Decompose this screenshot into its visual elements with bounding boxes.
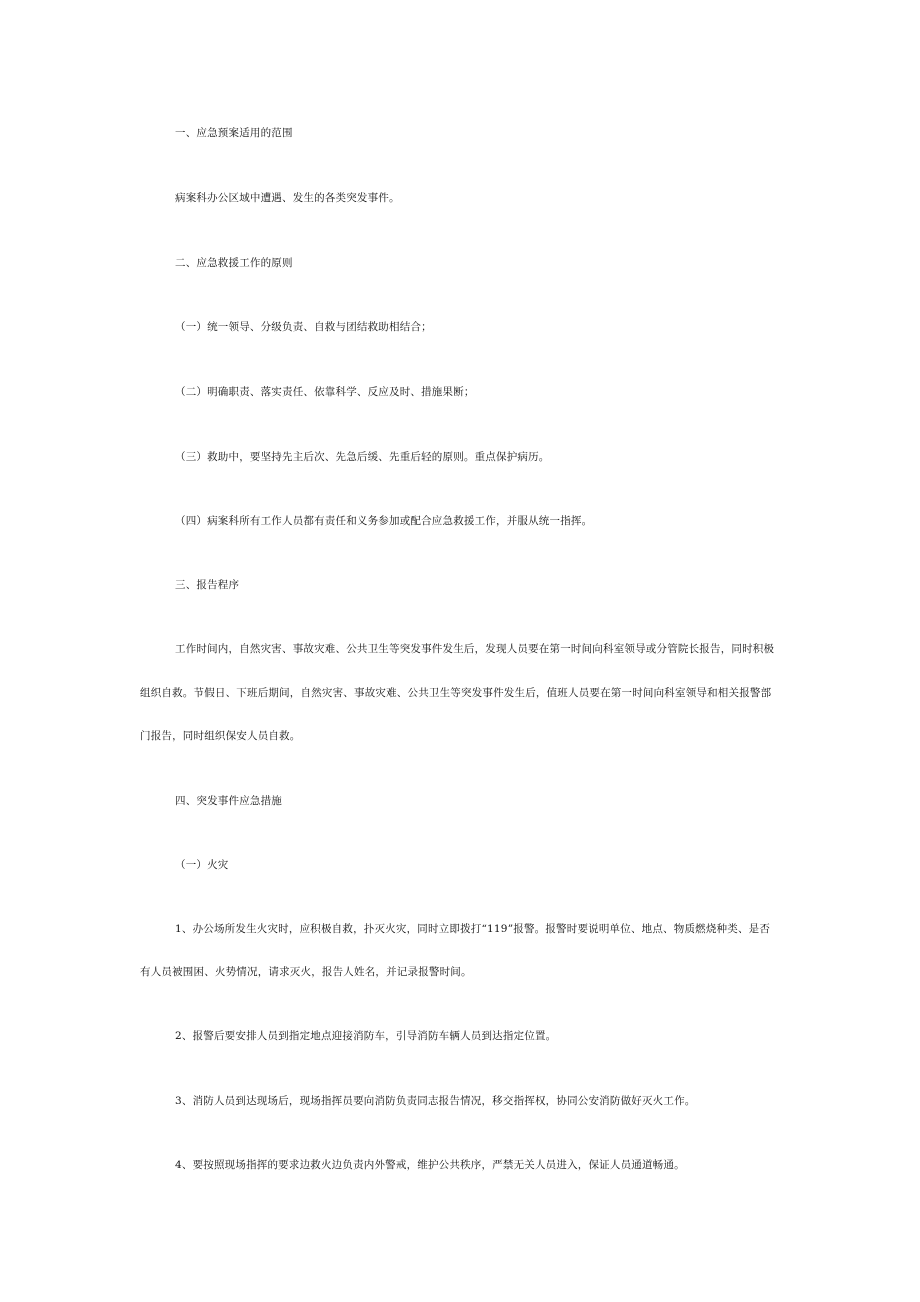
principle-item-4: （四）病案科所有工作人员都有责任和义务参加或配合应急救援工作，并服从统一指挥。	[175, 515, 593, 527]
report-body-line-3: 门报告，同时组织保安人员自救。	[140, 730, 301, 742]
principle-item-1: （一）统一领导、分级负责、自救与团结救助相结合；	[175, 321, 432, 333]
principle-item-3: （三）救助中，要坚持先主后次、先急后缓、先重后轻的原则。重点保护病历。	[175, 451, 550, 463]
fire-step-3: 3、消防人员到达现场后，现场指挥员要向消防负责同志报告情况，移交指挥权，协同公安消防做好灭火工作。	[175, 1095, 696, 1107]
subsection-fire: （一）火灾	[175, 859, 229, 871]
section-heading-measures: 四、突发事件应急措施	[175, 795, 282, 807]
fire-step-4: 4、要按照现场指挥的要求边救火边负责内外警戒，维护公共秩序，严禁无关人员进入，保证人员通道畅通。	[175, 1159, 685, 1171]
section-heading-report: 三、报告程序	[175, 579, 240, 591]
fire-step-2: 2、报警后要安排人员到指定地点迎接消防车，引导消防车辆人员到达指定位置。	[175, 1030, 557, 1042]
fire-step-1-line-1: 1、办公场所发生火灾时，应积极自救，扑灭火灾，同时立即拨打“119”报警。报警时要说明单位、地点、物质燃烧种类、是否	[175, 923, 771, 935]
section-heading-scope: 一、应急预案适用的范围	[175, 127, 293, 139]
report-body-line-2: 组织自救。节假日、下班后期间，自然灾害、事故灾难、公共卫生等突发事件发生后，值班人员要在第一时间向科室领导和相关报警部	[140, 687, 772, 699]
section-body-scope: 病案科办公区域中遭遇、发生的各类突发事件。	[175, 192, 400, 204]
fire-step-1-line-2: 有人员被围困、火势情况，请求灭火，报告人姓名，并记录报警时间。	[140, 966, 472, 978]
report-body-line-1: 工作时间内，自然灾害、事故灾难、公共卫生等突发事件发生后，发现人员要在第一时间向科室领导或分管院长报告，同时积极	[175, 643, 775, 655]
principle-item-2: （二）明确职责、落实责任、依靠科学、反应及时、措施果断；	[175, 386, 475, 398]
section-heading-principles: 二、应急救援工作的原则	[175, 257, 293, 269]
